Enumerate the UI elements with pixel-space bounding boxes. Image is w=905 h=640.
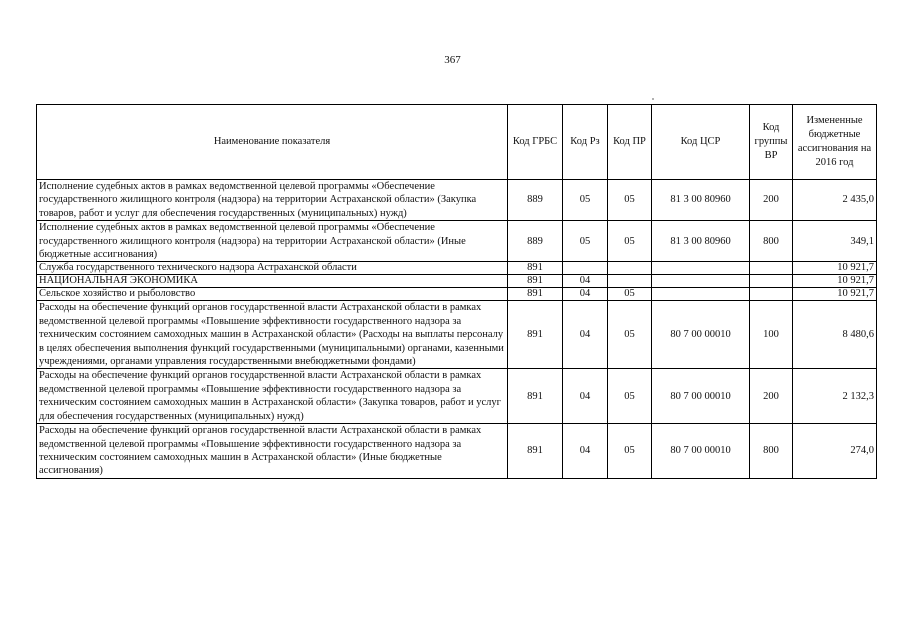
row-amount: 2 132,3 <box>793 369 877 424</box>
row-rz: 04 <box>563 301 608 369</box>
row-rz <box>563 262 608 275</box>
row-name: Служба государственного технического надзора Астраханской области <box>37 262 508 275</box>
row-pr: 05 <box>608 221 652 262</box>
row-rz: 04 <box>563 369 608 424</box>
header-vr: Код группы ВР <box>750 105 793 180</box>
table-row <box>37 262 877 275</box>
row-pr: 05 <box>608 180 652 221</box>
row-name: Расходы на обеспечение функций органов государственной власти Астраханской области в рамках ведомственной целевой программы «Повышение эффективности государственного надзора за техническим состоянием самоходных машин в Астраханской области» (Закупка товаров, работ и услуг для обеспечения государственных (муниципальных) нужд) <box>37 369 508 424</box>
row-rz: 05 <box>563 221 608 262</box>
row-csr: 80 7 00 00010 <box>652 369 750 424</box>
header-name: Наименование показателя <box>37 105 508 180</box>
row-vr: 800 <box>750 221 793 262</box>
row-vr: 800 <box>750 424 793 479</box>
header-rz: Код Рз <box>563 105 608 180</box>
header-amount: Измененные бюджетные ассигнования на 2016 год <box>793 105 877 180</box>
header-csr: Код ЦСР <box>652 105 750 180</box>
row-csr: 81 3 00 80960 <box>652 221 750 262</box>
row-name: НАЦИОНАЛЬНАЯ ЭКОНОМИКА <box>37 275 508 288</box>
row-csr: 80 7 00 00010 <box>652 424 750 479</box>
row-amount: 10 921,7 <box>793 275 877 288</box>
row-amount: 8 480,6 <box>793 301 877 369</box>
row-csr <box>652 275 750 288</box>
table-row <box>37 221 877 262</box>
header-grbs: Код ГРБС <box>508 105 563 180</box>
row-amount: 2 435,0 <box>793 180 877 221</box>
row-grbs: 891 <box>508 369 563 424</box>
scan-speck <box>652 98 654 100</box>
row-csr <box>652 262 750 275</box>
row-name: Расходы на обеспечение функций органов государственной власти Астраханской области в рамках ведомственной целевой программы «Повышение эффективности государственного надзора за техническим состоянием самоходных машин в Астраханской области» (Расходы на выплаты персоналу в целях обеспечения выполнения функций государственными (муниципальными) органами, казенными учреждениями, органами управления государственными внебюджетными фондами) <box>37 301 508 369</box>
row-pr: 05 <box>608 288 652 301</box>
row-vr: 200 <box>750 180 793 221</box>
row-grbs: 891 <box>508 262 563 275</box>
table-row <box>37 180 877 221</box>
budget-table <box>36 104 877 479</box>
row-name: Исполнение судебных актов в рамках ведомственной целевой программы «Обеспечение государственного жилищного контроля (надзора) на территории Астраханской области» (Иные бюджетные ассигнования) <box>37 221 508 262</box>
row-vr <box>750 288 793 301</box>
row-grbs: 891 <box>508 424 563 479</box>
row-amount: 10 921,7 <box>793 262 877 275</box>
table-row <box>37 275 877 288</box>
row-grbs: 891 <box>508 275 563 288</box>
row-vr: 100 <box>750 301 793 369</box>
row-rz: 04 <box>563 288 608 301</box>
row-pr: 05 <box>608 424 652 479</box>
row-rz: 04 <box>563 275 608 288</box>
row-vr: 200 <box>750 369 793 424</box>
table-row <box>37 369 877 424</box>
row-rz: 05 <box>563 180 608 221</box>
table-row <box>37 288 877 301</box>
row-grbs: 889 <box>508 180 563 221</box>
row-grbs: 891 <box>508 288 563 301</box>
row-amount: 10 921,7 <box>793 288 877 301</box>
header-pr: Код ПР <box>608 105 652 180</box>
row-name: Сельское хозяйство и рыболовство <box>37 288 508 301</box>
row-grbs: 891 <box>508 301 563 369</box>
row-pr: 05 <box>608 301 652 369</box>
row-grbs: 889 <box>508 221 563 262</box>
table-row <box>37 424 877 479</box>
table-header-row <box>37 105 877 180</box>
row-vr <box>750 275 793 288</box>
row-pr <box>608 262 652 275</box>
row-csr <box>652 288 750 301</box>
row-rz: 04 <box>563 424 608 479</box>
row-vr <box>750 262 793 275</box>
row-pr: 05 <box>608 369 652 424</box>
row-name: Расходы на обеспечение функций органов государственной власти Астраханской области в рамках ведомственной целевой программы «Повышение эффективности государственного надзора за техническим состоянием самоходных машин в Астраханской области» (Иные бюджетные ассигнования) <box>37 424 508 479</box>
page-number: 367 <box>444 54 461 66</box>
row-name: Исполнение судебных актов в рамках ведомственной целевой программы «Обеспечение государственного жилищного контроля (надзора) на территории Астраханской области» (Закупка товаров, работ и услуг для обеспечения государственных (муниципальных) нужд) <box>37 180 508 221</box>
row-csr: 81 3 00 80960 <box>652 180 750 221</box>
row-csr: 80 7 00 00010 <box>652 301 750 369</box>
table-row <box>37 301 877 369</box>
row-amount: 349,1 <box>793 221 877 262</box>
row-pr <box>608 275 652 288</box>
row-amount: 274,0 <box>793 424 877 479</box>
